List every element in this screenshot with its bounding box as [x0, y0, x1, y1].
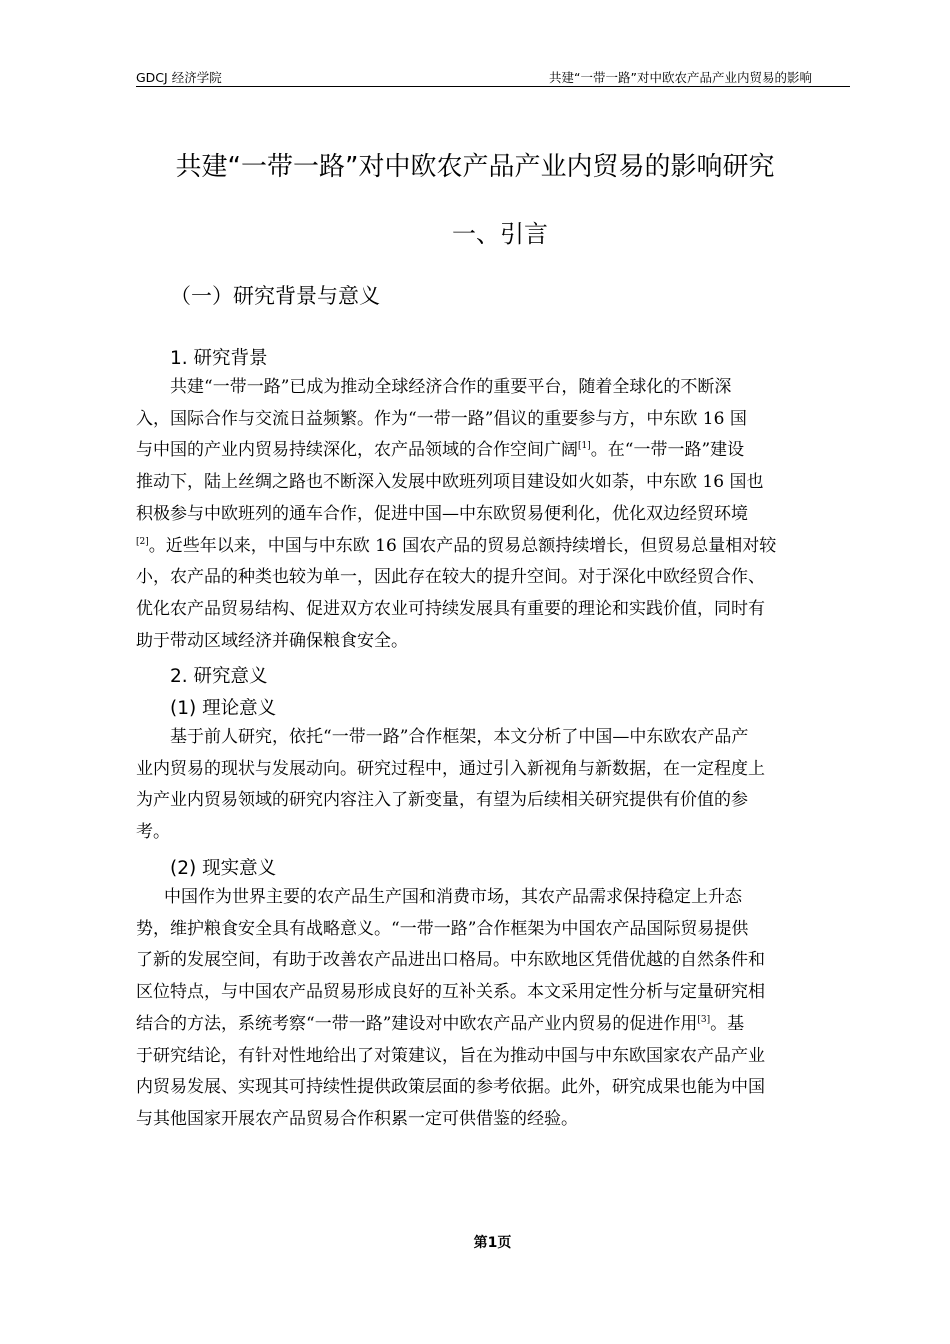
- subsection-heading-background-significance: （一）研究背景与意义: [170, 284, 380, 308]
- text-line: 优化农产品贸易结构、促进双方农业可持续发展具有重要的理论和实践价值，同时有: [136, 598, 765, 619]
- paragraph-background: [136, 372, 848, 657]
- text-span: 。在“一带一路”建设: [590, 440, 745, 461]
- text-line: 考。: [136, 822, 170, 843]
- header-institution: GDCJ 经济学院: [136, 70, 222, 85]
- text-line: 基于前人研究，依托“一带一路”合作框架，本文分析了中国—中东欧农产品产: [170, 727, 749, 747]
- heading-practical-significance: (2) 现实意义: [170, 858, 277, 879]
- citation-ref-1: [1]: [578, 441, 591, 452]
- text-line: 区位特点，与中国农产品贸易形成良好的互补关系。本文采用定性分析与定量研究相: [136, 982, 765, 1003]
- paragraph-practical: [136, 882, 848, 1136]
- text-line: 中国作为世界主要的农产品生产国和消费市场，其农产品需求保持稳定上升态: [164, 887, 742, 907]
- header-short-title: 共建“一带一路”对中欧农产品产业内贸易的影响: [549, 70, 812, 85]
- text-span: 与中国的产业内贸易持续深化，农产品领域的合作空间广阔: [136, 440, 578, 461]
- text-line: [136, 531, 848, 563]
- text-span: 。近些年以来，中国与中东欧 16 国农产品的贸易总额持续增长，但贸易总量相对较: [148, 535, 777, 556]
- paper-title: 共建“一带一路”对中欧农产品产业内贸易的影响研究: [175, 152, 775, 182]
- text-span: 结合的方法，系统考察“一带一路”建设对中欧农产品产业内贸易的促进作用: [136, 1013, 698, 1034]
- citation-ref-2: [2]: [136, 536, 149, 547]
- text-line: 助于带动区域经济并确保粮食安全。: [136, 630, 408, 651]
- running-header: [136, 66, 850, 87]
- text-line: 推动下，陆上丝绸之路也不断深入发展中欧班列项目建设如火如荼，中东欧 16 国也: [136, 472, 764, 493]
- heading-research-background: 1. 研究背景: [170, 348, 268, 369]
- text-line: 入，国际合作与交流日益频繁。作为“一带一路”倡议的重要参与方，中东欧 16 国: [136, 408, 747, 429]
- text-line: [136, 435, 848, 467]
- page-number: 第1页: [473, 1235, 512, 1251]
- paragraph-theoretical: [136, 722, 848, 849]
- section-heading-introduction: 一、引言: [452, 220, 548, 248]
- text-line: 于研究结论，有针对性地给出了对策建议，旨在为推动中国与中东欧国家农产品产业: [136, 1045, 765, 1066]
- text-line: 势，维护粮食安全具有战略意义。“一带一路”合作框架为中国农产品国际贸易提供: [136, 918, 749, 939]
- text-line: 与其他国家开展农产品贸易合作积累一定可供借鉴的经验。: [136, 1108, 578, 1129]
- heading-research-significance: 2. 研究意义: [170, 666, 268, 687]
- text-line: 内贸易发展、实现其可持续性提供政策层面的参考依据。此外，研究成果也能为中国: [136, 1077, 765, 1098]
- text-line: 小，农产品的种类也较为单一，因此存在较大的提升空间。对于深化中欧经贸合作、: [136, 567, 765, 588]
- text-line: 共建“一带一路”已成为推动全球经济合作的重要平台，随着全球化的不断深: [170, 377, 732, 397]
- text-line: 业内贸易的现状与发展动向。研究过程中，通过引入新视角与新数据，在一定程度上: [136, 758, 765, 779]
- citation-ref-3: [3]: [697, 1014, 711, 1025]
- text-line: 为产业内贸易领域的研究内容注入了新变量，有望为后续相关研究提供有价值的参: [136, 790, 748, 811]
- text-span: 。基: [710, 1013, 745, 1034]
- text-line: 了新的发展空间，有助于改善农产品进出口格局。中东欧地区凭借优越的自然条件和: [136, 950, 765, 971]
- text-line: [136, 1009, 848, 1041]
- heading-theoretical-significance: (1) 理论意义: [170, 698, 277, 719]
- text-line: 积极参与中欧班列的通车合作，促进中国—中东欧贸易便利化，优化双边经贸环境: [136, 503, 748, 524]
